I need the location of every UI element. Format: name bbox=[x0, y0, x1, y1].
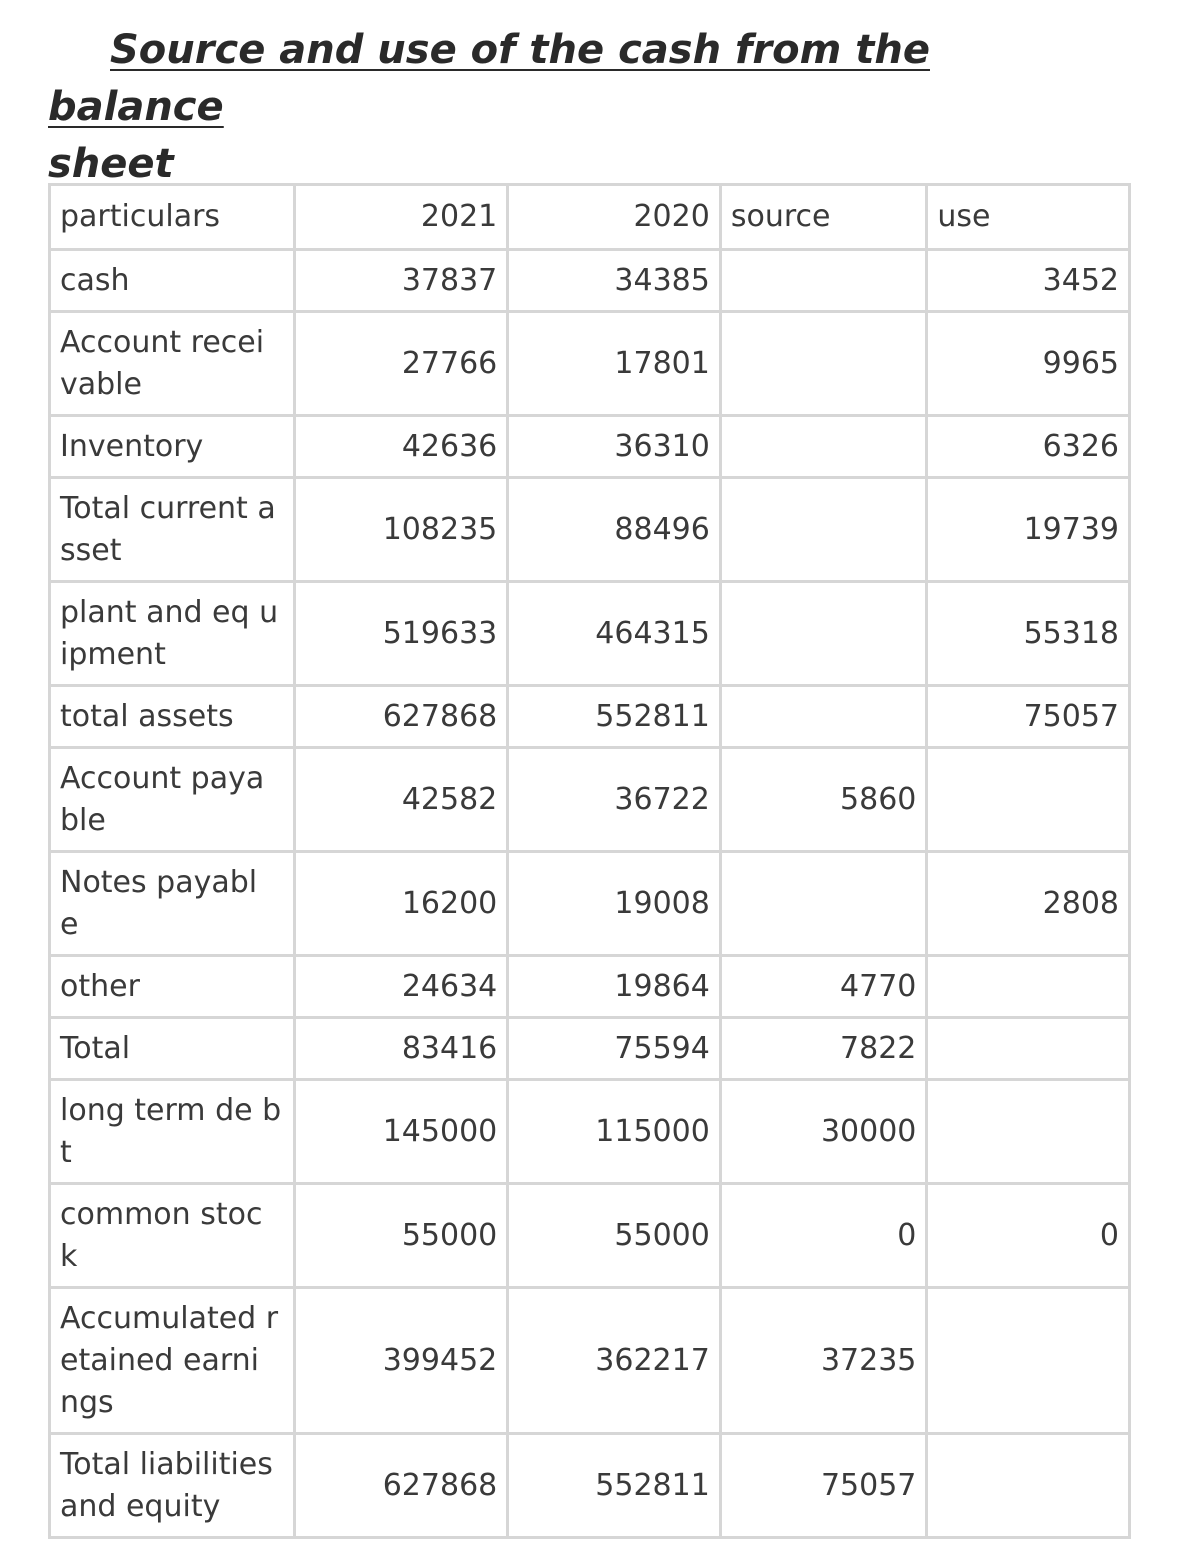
cell-source bbox=[720, 582, 927, 686]
cell-source: 7822 bbox=[720, 1018, 927, 1080]
cell-source: 0 bbox=[720, 1184, 927, 1288]
cell-2021: 42582 bbox=[294, 748, 508, 852]
cell-use bbox=[927, 748, 1130, 852]
table-row bbox=[50, 1018, 1130, 1080]
cell-2021: 627868 bbox=[294, 686, 508, 748]
table-row bbox=[50, 312, 1130, 416]
cell-source bbox=[720, 250, 927, 312]
cell-2020: 36310 bbox=[508, 416, 721, 478]
cell-particular: Accumulated retained earni ngs bbox=[50, 1288, 295, 1434]
cell-use: 2808 bbox=[927, 852, 1130, 956]
cell-2021: 145000 bbox=[294, 1080, 508, 1184]
cell-2021: 519633 bbox=[294, 582, 508, 686]
cell-source bbox=[720, 686, 927, 748]
cell-2020: 36722 bbox=[508, 748, 721, 852]
cell-particular: Account paya ble bbox=[50, 748, 295, 852]
cell-particular: Notes payabl e bbox=[50, 852, 295, 956]
table-row bbox=[50, 1288, 1130, 1434]
cell-2021: 108235 bbox=[294, 478, 508, 582]
cell-2020: 552811 bbox=[508, 686, 721, 748]
table-row bbox=[50, 1434, 1130, 1538]
cell-particular: Total current asset bbox=[50, 478, 295, 582]
cell-particular: plant and eq uipment bbox=[50, 582, 295, 686]
table-row bbox=[50, 686, 1130, 748]
cell-2021: 37837 bbox=[294, 250, 508, 312]
cell-particular: Total bbox=[50, 1018, 295, 1080]
cell-particular: Inventory bbox=[50, 416, 295, 478]
cell-2020: 75594 bbox=[508, 1018, 721, 1080]
cell-use bbox=[927, 1288, 1130, 1434]
cell-2020: 17801 bbox=[508, 312, 721, 416]
balance-sheet-table bbox=[48, 183, 1131, 1539]
cell-source bbox=[720, 416, 927, 478]
cell-particular: Account recei vable bbox=[50, 312, 295, 416]
table-row bbox=[50, 478, 1130, 582]
title-line-1: Source and use of the cash from the balance bbox=[48, 27, 930, 130]
table-header-row bbox=[50, 185, 1130, 250]
cell-source: 37235 bbox=[720, 1288, 927, 1434]
table-row bbox=[50, 250, 1130, 312]
cell-use bbox=[927, 1018, 1130, 1080]
page-title bbox=[48, 22, 1108, 193]
cell-2020: 115000 bbox=[508, 1080, 721, 1184]
header-use: use bbox=[927, 185, 1130, 250]
cell-2020: 88496 bbox=[508, 478, 721, 582]
cell-source: 5860 bbox=[720, 748, 927, 852]
cell-2021: 27766 bbox=[294, 312, 508, 416]
header-2020: 2020 bbox=[508, 185, 721, 250]
cell-particular: total assets bbox=[50, 686, 295, 748]
table-row bbox=[50, 1184, 1130, 1288]
header-particulars: particulars bbox=[50, 185, 295, 250]
cell-2021: 42636 bbox=[294, 416, 508, 478]
table-row bbox=[50, 748, 1130, 852]
title-line-2: sheet bbox=[48, 141, 174, 187]
cell-2021: 627868 bbox=[294, 1434, 508, 1538]
cell-source: 30000 bbox=[720, 1080, 927, 1184]
cell-2020: 34385 bbox=[508, 250, 721, 312]
cell-2020: 552811 bbox=[508, 1434, 721, 1538]
cell-particular: common stoc k bbox=[50, 1184, 295, 1288]
cell-source: 4770 bbox=[720, 956, 927, 1018]
cell-2021: 16200 bbox=[294, 852, 508, 956]
cell-use: 6326 bbox=[927, 416, 1130, 478]
cell-source bbox=[720, 312, 927, 416]
cell-2021: 55000 bbox=[294, 1184, 508, 1288]
cell-use bbox=[927, 956, 1130, 1018]
cell-2020: 362217 bbox=[508, 1288, 721, 1434]
cell-2021: 83416 bbox=[294, 1018, 508, 1080]
header-source: source bbox=[720, 185, 927, 250]
header-2021: 2021 bbox=[294, 185, 508, 250]
cell-use: 3452 bbox=[927, 250, 1130, 312]
table-row bbox=[50, 852, 1130, 956]
cell-use: 75057 bbox=[927, 686, 1130, 748]
table-row bbox=[50, 956, 1130, 1018]
cell-use: 19739 bbox=[927, 478, 1130, 582]
table-row bbox=[50, 582, 1130, 686]
cell-2020: 19864 bbox=[508, 956, 721, 1018]
cell-particular: other bbox=[50, 956, 295, 1018]
table-row bbox=[50, 1080, 1130, 1184]
cell-source bbox=[720, 478, 927, 582]
cell-use: 0 bbox=[927, 1184, 1130, 1288]
cell-particular: cash bbox=[50, 250, 295, 312]
cell-use bbox=[927, 1434, 1130, 1538]
cell-use bbox=[927, 1080, 1130, 1184]
cell-particular: long term de bt bbox=[50, 1080, 295, 1184]
cell-particular: Total liabilities and equity bbox=[50, 1434, 295, 1538]
cell-source bbox=[720, 852, 927, 956]
cell-use: 9965 bbox=[927, 312, 1130, 416]
cell-2020: 55000 bbox=[508, 1184, 721, 1288]
table-row bbox=[50, 416, 1130, 478]
cell-2021: 399452 bbox=[294, 1288, 508, 1434]
cell-2020: 464315 bbox=[508, 582, 721, 686]
cell-source: 75057 bbox=[720, 1434, 927, 1538]
cell-2020: 19008 bbox=[508, 852, 721, 956]
cell-2021: 24634 bbox=[294, 956, 508, 1018]
cell-use: 55318 bbox=[927, 582, 1130, 686]
